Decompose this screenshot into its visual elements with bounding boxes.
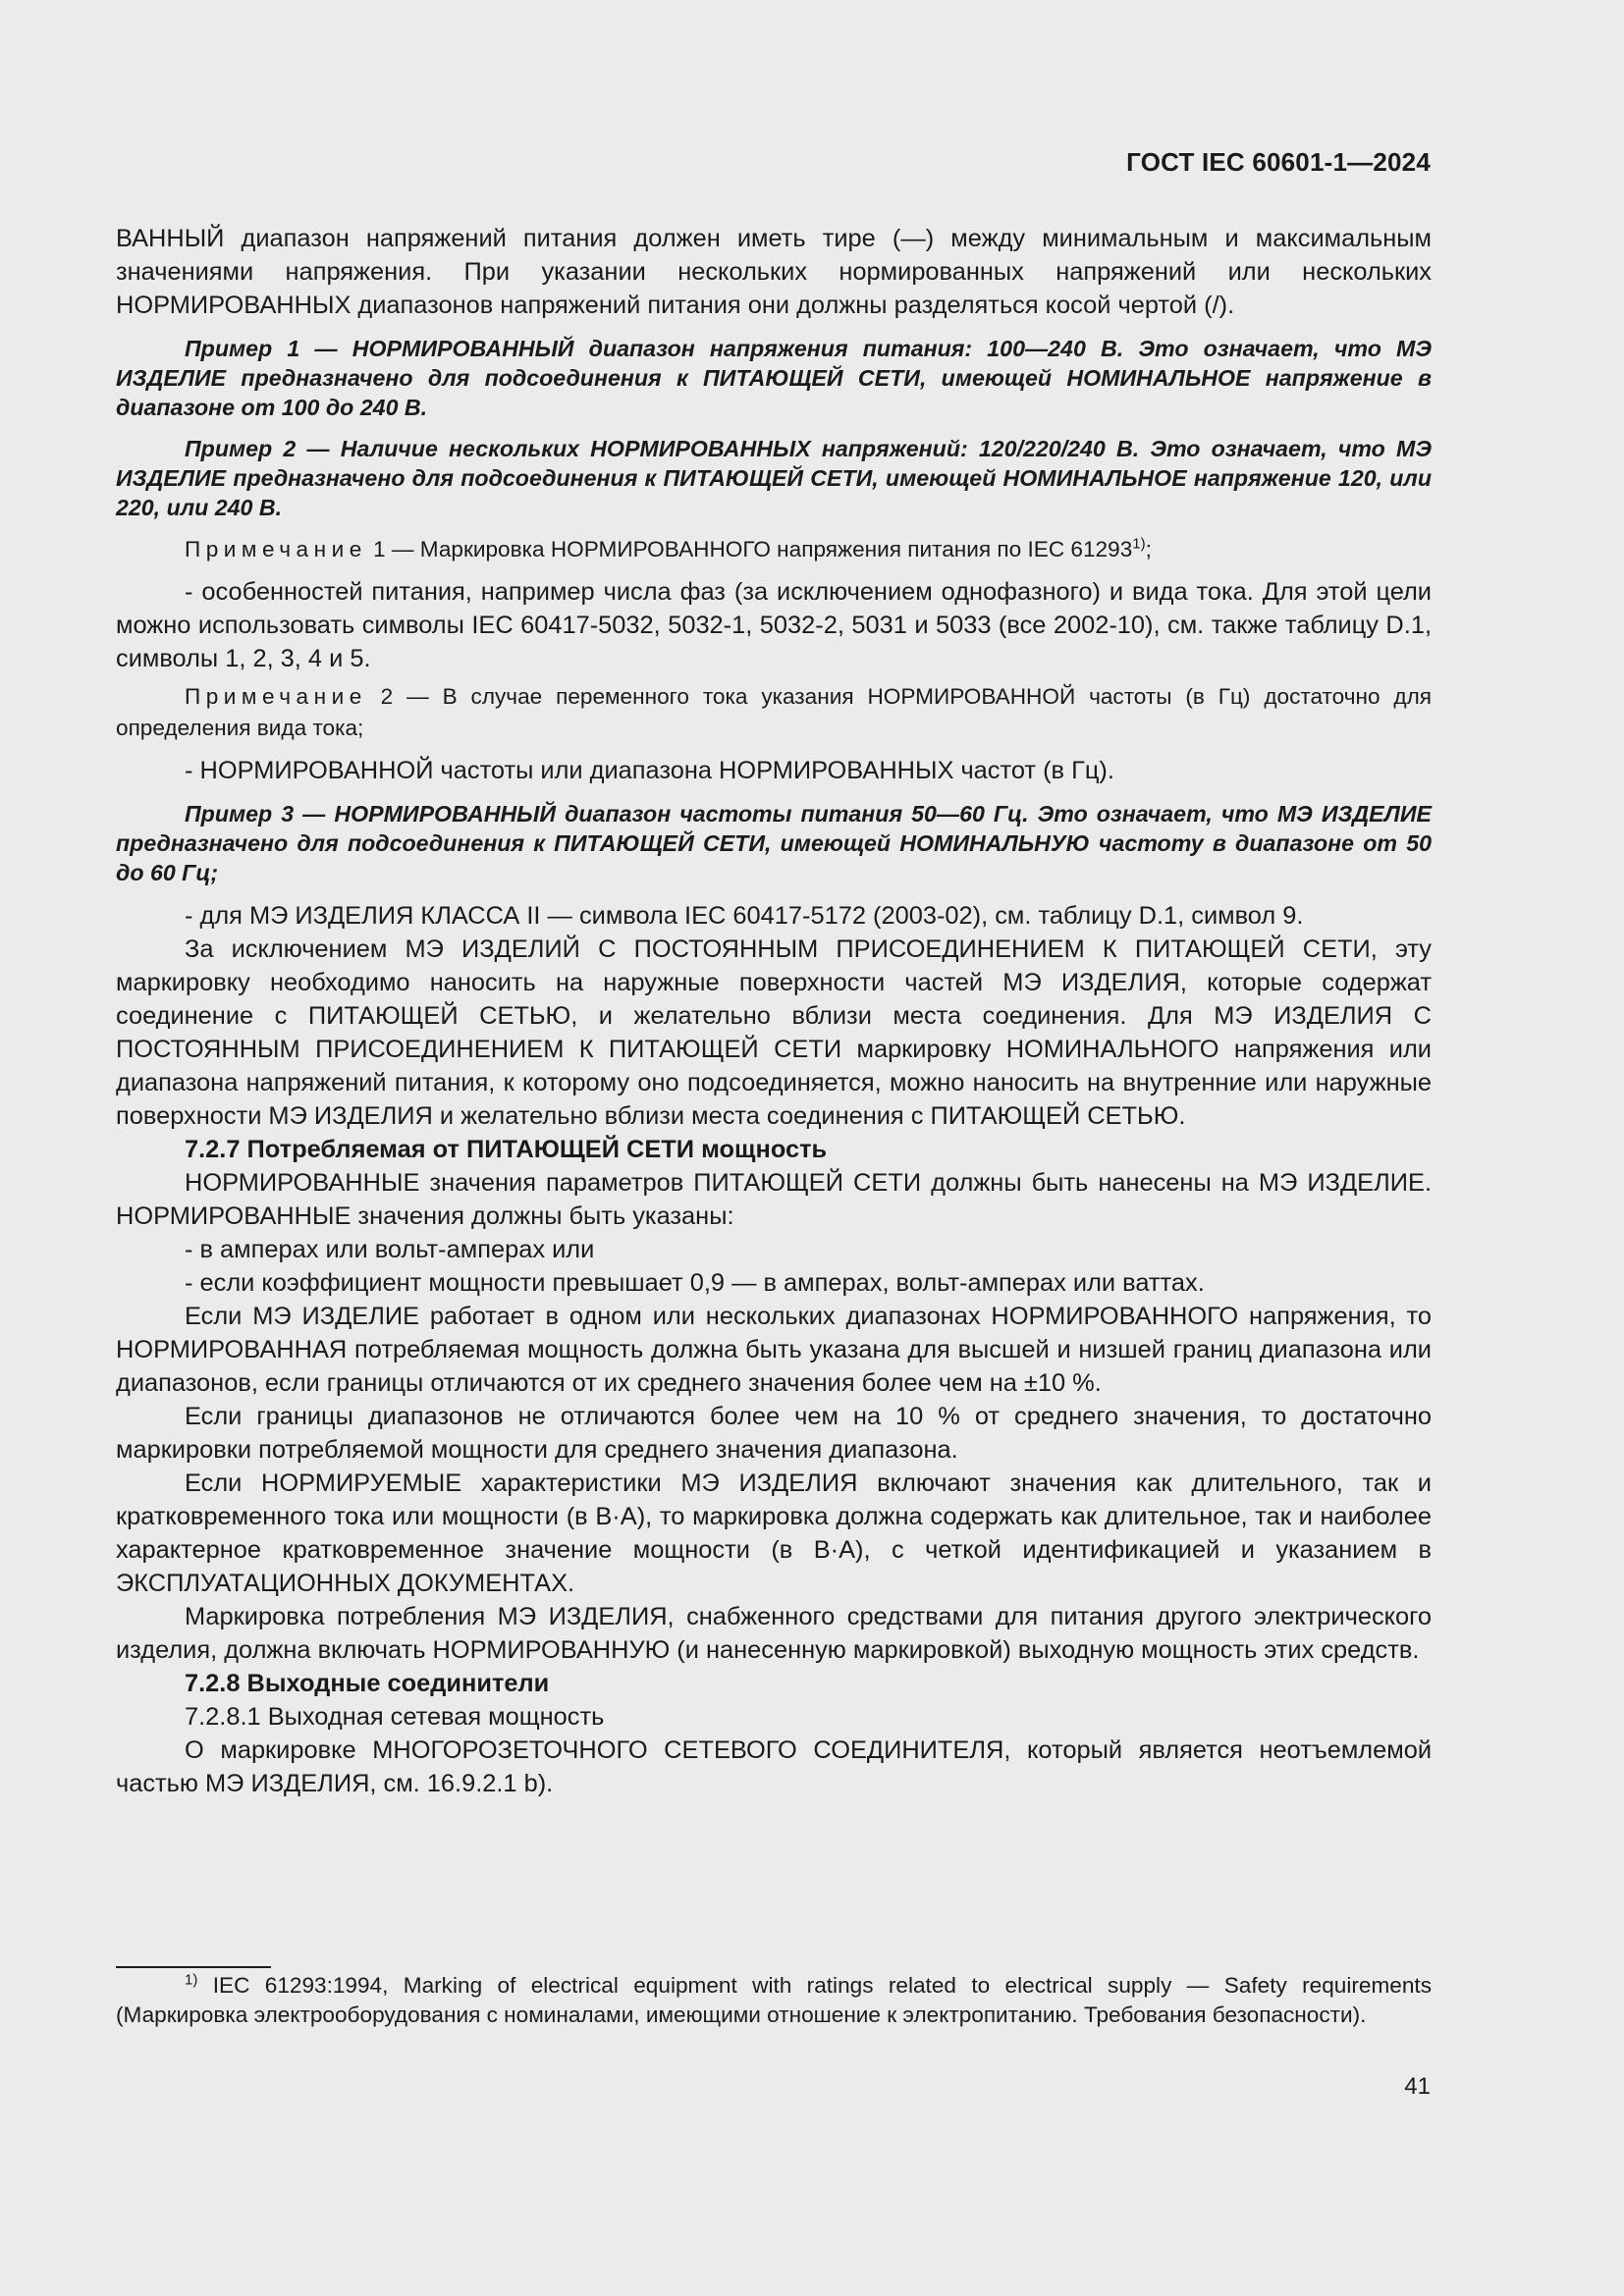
paragraph-continuation: ВАННЫЙ диапазон напряжений питания должен иметь тире (—) между минимальным и максимальным значениями напряжения. При указании нескольких нормированных напряжений или нескольких НОРМИРОВАННЫХ диапазонов напряжений питания они должны разделяться косой чертой (/). xyxy=(116,225,1432,319)
paragraph-multiple-socket-outlet: О маркировке МНОГОРОЗЕТОЧНОГО СЕТЕВОГО СОЕДИНИТЕЛЯ, который является неотъемлемой частью МЭ ИЗДЕЛИЯ, см. 16.9.2.1 b). xyxy=(116,1736,1432,1797)
section-heading-7-2-8: 7.2.8 Выходные соединители xyxy=(185,1670,550,1697)
dash-item-amperes: - в амперах или вольт-амперах или xyxy=(185,1236,595,1263)
note-label: Примечание xyxy=(185,537,367,561)
footnote xyxy=(116,1971,1432,2030)
footnote-marker: 1) xyxy=(185,1971,198,1989)
dash-item-frequency: - НОРМИРОВАННОЙ частоты или диапазона НОРМИРОВАННЫХ частот (в Гц). xyxy=(185,757,1114,784)
subsection-heading-7-2-8-1: 7.2.8.1 Выходная сетевая мощность xyxy=(185,1703,605,1731)
note-1 xyxy=(116,534,1432,565)
note-label: Примечание xyxy=(185,684,367,709)
example-2: Пример 2 — Наличие нескольких НОРМИРОВАННЫХ напряжений: 120/220/240 В. Это означает, что МЭ ИЗДЕЛИЕ предназначено для подсоединения к ПИТАЮЩЕЙ СЕТИ, имеющей НОМИНАЛЬНОЕ напряжение 120, или 220, или 240 В. xyxy=(116,436,1432,520)
paragraph-continuous-short-term: Если НОРМИРУЕМЫЕ характеристики МЭ ИЗДЕЛИЯ включают значения как длительного, так и кратковременного тока или мощности (в В·А), то маркировка должна содержать как длительное, так и наиболее характерное кратковременное значение мощности (в В·А), с четкой идентификацией и указанием в ЭКСПЛУАТАЦИОННЫХ ДОКУМЕНТАХ. xyxy=(116,1469,1432,1597)
note-end: ; xyxy=(1145,537,1152,561)
paragraph-voltage-ranges: Если МЭ ИЗДЕЛИЕ работает в одном или нескольких диапазонах НОРМИРОВАННОГО напряжения, то НОРМИРОВАННАЯ потребляемая мощность должна быть указана для высшей и низшей границ диапазона или диапазонов, если границы отличаются от их среднего значения более чем на ±10 %. xyxy=(116,1303,1432,1397)
footnote-ref[interactable]: 1) xyxy=(1132,535,1146,553)
document-id-header: ГОСТ IEC 60601-1—2024 xyxy=(1126,147,1431,177)
section-heading-7-2-7: 7.2.7 Потребляемая от ПИТАЮЩЕЙ СЕТИ мощность xyxy=(185,1136,828,1163)
paragraph-rated-values: НОРМИРОВАННЫЕ значения параметров ПИТАЮЩЕЙ СЕТИ должны быть нанесены на МЭ ИЗДЕЛИЕ. НОРМИРОВАННЫЕ значения должны быть указаны: xyxy=(116,1169,1432,1230)
example-3: Пример 3 — НОРМИРОВАННЫЙ диапазон частоты питания 50—60 Гц. Это означает, что МЭ ИЗДЕЛИЕ предназначено для подсоединения к ПИТАЮЩЕЙ СЕТИ, имеющей НОМИНАЛЬНУЮ частоту в диапазоне от 50 до 60 Гц; xyxy=(116,801,1432,885)
footnote-separator xyxy=(116,1966,271,1968)
dash-item-power-factor: - если коэффициент мощности превышает 0,9 — в амперах, вольт-амперах или ваттах. xyxy=(185,1269,1205,1297)
paragraph-mean-value: Если границы диапазонов не отличаются более чем на 10 % от среднего значения, то достаточно маркировки потребляемой мощности для среднего значения диапазона. xyxy=(116,1403,1432,1464)
paragraph-output-power: Маркировка потребления МЭ ИЗДЕЛИЯ, снабженного средствами для питания другого электрического изделия, должна включать НОРМИРОВАННУЮ (и нанесенную маркировкой) выходную мощность этих средств. xyxy=(116,1603,1432,1664)
paragraph-permanent-connection: За исключением МЭ ИЗДЕЛИЙ С ПОСТОЯННЫМ ПРИСОЕДИНЕНИЕМ К ПИТАЮЩЕЙ СЕТИ, эту маркировку необходимо наносить на наружные поверхности частей МЭ ИЗДЕЛИЯ, которые содержат соединение с ПИТАЮЩЕЙ СЕТЬЮ, и желательно вблизи места соединения. Для МЭ ИЗДЕЛИЯ С ПОСТОЯННЫМ ПРИСОЕДИНЕНИЕМ К ПИТАЮЩЕЙ СЕТИ маркировку НОМИНАЛЬНОГО напряжения или диапазона напряжений питания, к которому оно подсоединяется, можно наносить на внутренние или наружные поверхности МЭ ИЗДЕЛИЯ и желательно вблизи места соединения с ПИТАЮЩЕЙ СЕТЬЮ. xyxy=(116,935,1432,1130)
note-text: 2 — В случае переменного тока указания НОРМИРОВАННОЙ частоты (в Гц) достаточно для определения вида тока; xyxy=(116,684,1432,740)
footnote-text: IEC 61293:1994, Marking of electrical equipment with ratings related to electrical supply — Safety requirements (Маркировка электрооборудования с номиналами, имеющими отношение к электропитанию. Требования безопасности). xyxy=(116,1973,1432,2027)
example-1: Пример 1 — НОРМИРОВАННЫЙ диапазон напряжения питания: 100—240 В. Это означает, что МЭ ИЗДЕЛИЕ предназначено для подсоединения к ПИТАЮЩЕЙ СЕТИ, имеющей НОМИНАЛЬНОЕ напряжение в диапазоне от 100 до 240 В. xyxy=(116,336,1432,420)
note-2 xyxy=(116,681,1432,744)
note-text: 1 — Маркировка НОРМИРОВАННОГО напряжения питания по IEC 61293 xyxy=(366,537,1133,561)
page-number: 41 xyxy=(1404,2073,1431,2100)
dash-item-class-ii: - для МЭ ИЗДЕЛИЯ КЛАССА II — символа IEC 60417-5172 (2003-02), см. таблицу D.1, символ 9. xyxy=(185,902,1304,930)
page-body xyxy=(116,222,1432,1800)
dash-item-phases: - особенностей питания, например числа фаз (за исключением однофазного) и вида тока. Для этой цели можно использовать символы IEC 60417-5032, 5032-1, 5032-2, 5031 и 5033 (все 2002-10), см. также таблицу D.1, символы 1, 2, 3, 4 и 5. xyxy=(116,578,1432,672)
